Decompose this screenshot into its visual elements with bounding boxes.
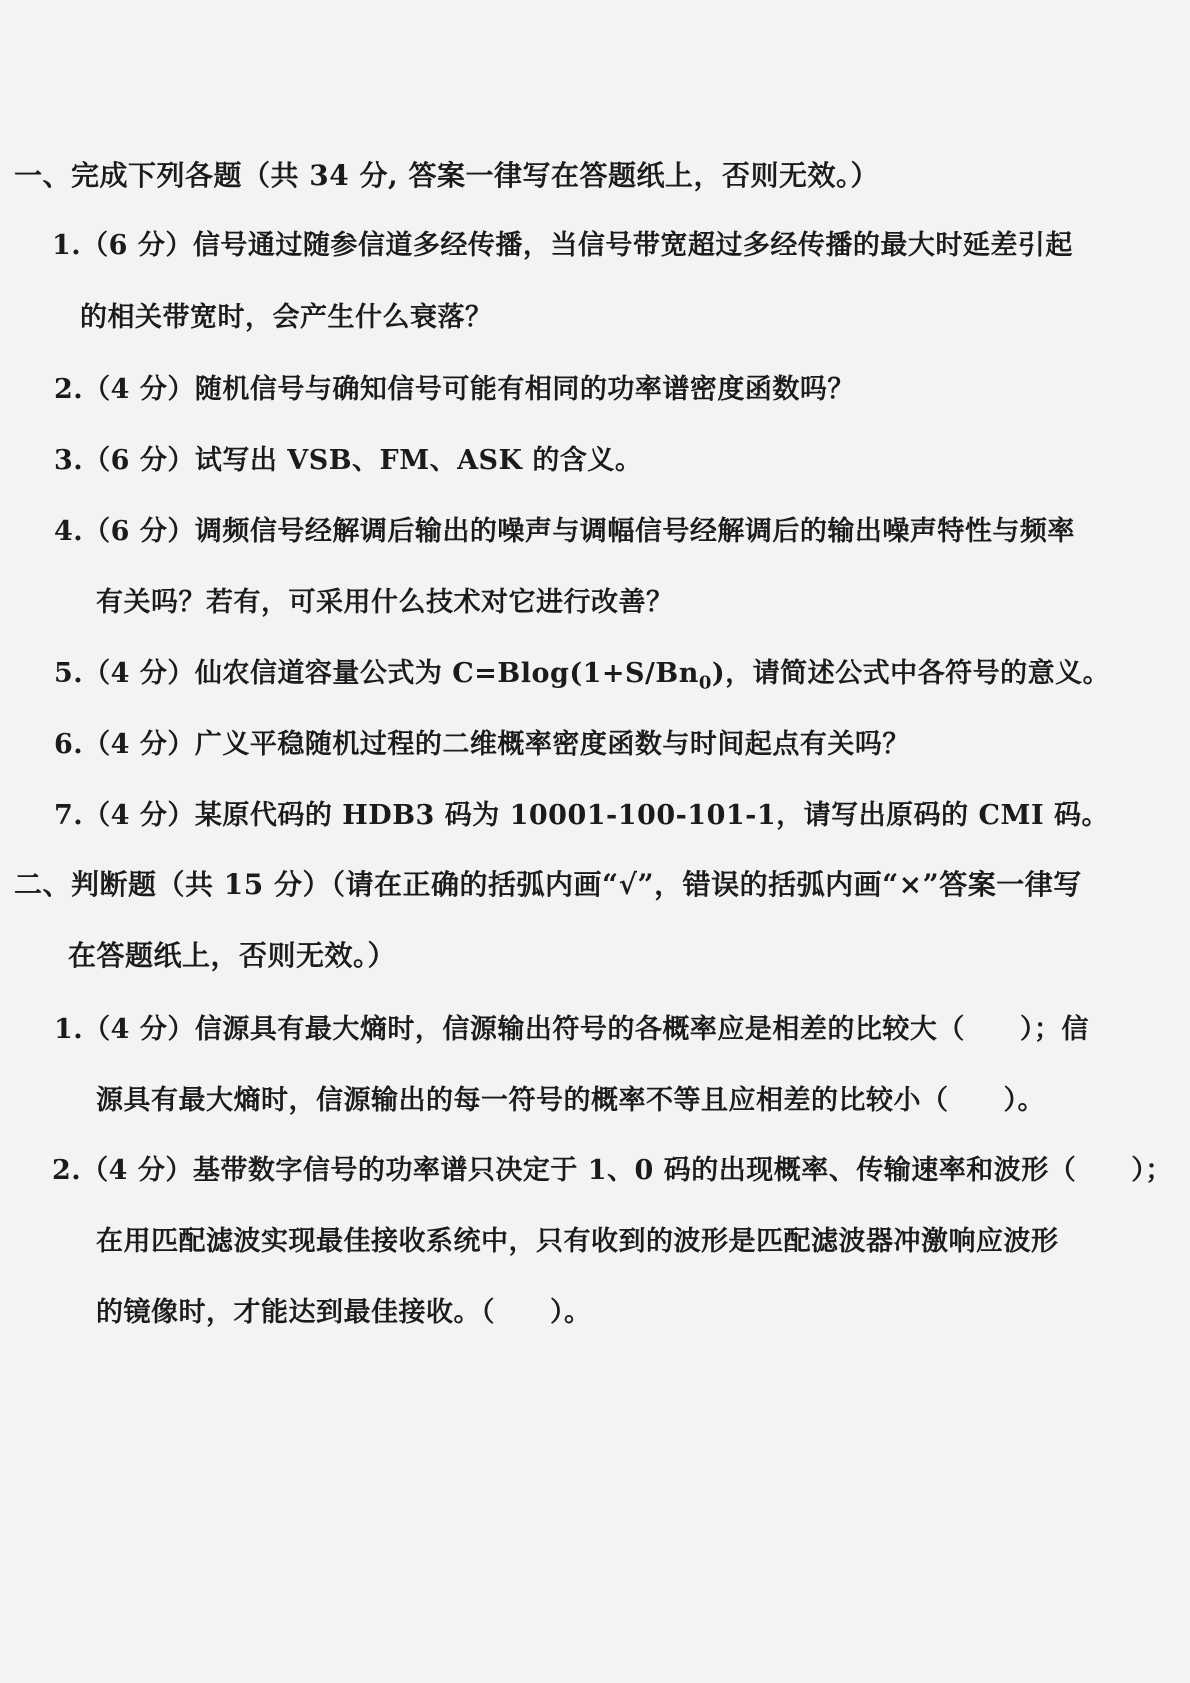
section-2-title-line-2: 在答题纸上，否则无效。） [68,939,397,972]
q1-3-line-1: 3.（6 分）试写出 VSB、FM、ASK 的含义。 [54,445,643,476]
q2-2-line-2: 在用匹配滤波实现最佳接收系统中，只有收到的波形是匹配滤波器冲激响应波形 [96,1226,1059,1257]
q2-1-line-1: 1.（4 分）信源具有最大熵时，信源输出符号的各概率应是相差的比较大（ ）；信 [54,1014,1089,1045]
section-1-title: 一、完成下列各题（共 34 分, 答案一律写在答题纸上，否则无效。） [14,159,879,192]
q1-5-subscript: 0 [698,672,712,694]
q1-2-line-1: 2.（4 分）随机信号与确知信号可能有相同的功率谱密度函数吗？ [54,374,855,405]
q1-4-line-2: 有关吗？若有，可采用什么技术对它进行改善？ [96,587,674,618]
q1-5-prefix: 5.（4 分）仙农信道容量公式为 C=Blog(1+S/Bn [54,658,699,689]
q2-2-line-1: 2.（4 分）基带数字信号的功率谱只决定于 1、0 码的出现概率、传输速率和波形（ ）； [52,1155,1173,1186]
q1-7-line-1: 7.（4 分）某原代码的 HDB3 码为 10001-100-101-1，请写出原码的 CMI 码。 [54,800,1109,831]
q2-2-line-3: 的镜像时，才能达到最佳接收。（ ）。 [96,1297,592,1328]
q1-4-line-1: 4.（6 分）调频信号经解调后输出的噪声与调幅信号经解调后的输出噪声特性与频率 [54,516,1075,547]
q1-1-line-2: 的相关带宽时，会产生什么衰落？ [80,302,493,333]
section-2-title-line-1: 二、判断题（共 15 分）（请在正确的括弧内画“√”，错误的括弧内画“×”答案一律写 [14,868,1082,901]
q1-5-suffix: )，请简述公式中各符号的意义。 [711,658,1111,689]
q1-6-line-1: 6.（4 分）广义平稳随机过程的二维概率密度函数与时间起点有关吗？ [54,729,910,760]
q1-1-line-1: 1.（6 分）信号通过随参信道多经传播，当信号带宽超过多经传播的最大时延差引起 [52,230,1073,261]
q2-1-line-2: 源具有最大熵时，信源输出的每一符号的概率不等且应相差的比较小（ ）。 [96,1085,1045,1116]
q1-5-line-1 [54,656,1110,692]
